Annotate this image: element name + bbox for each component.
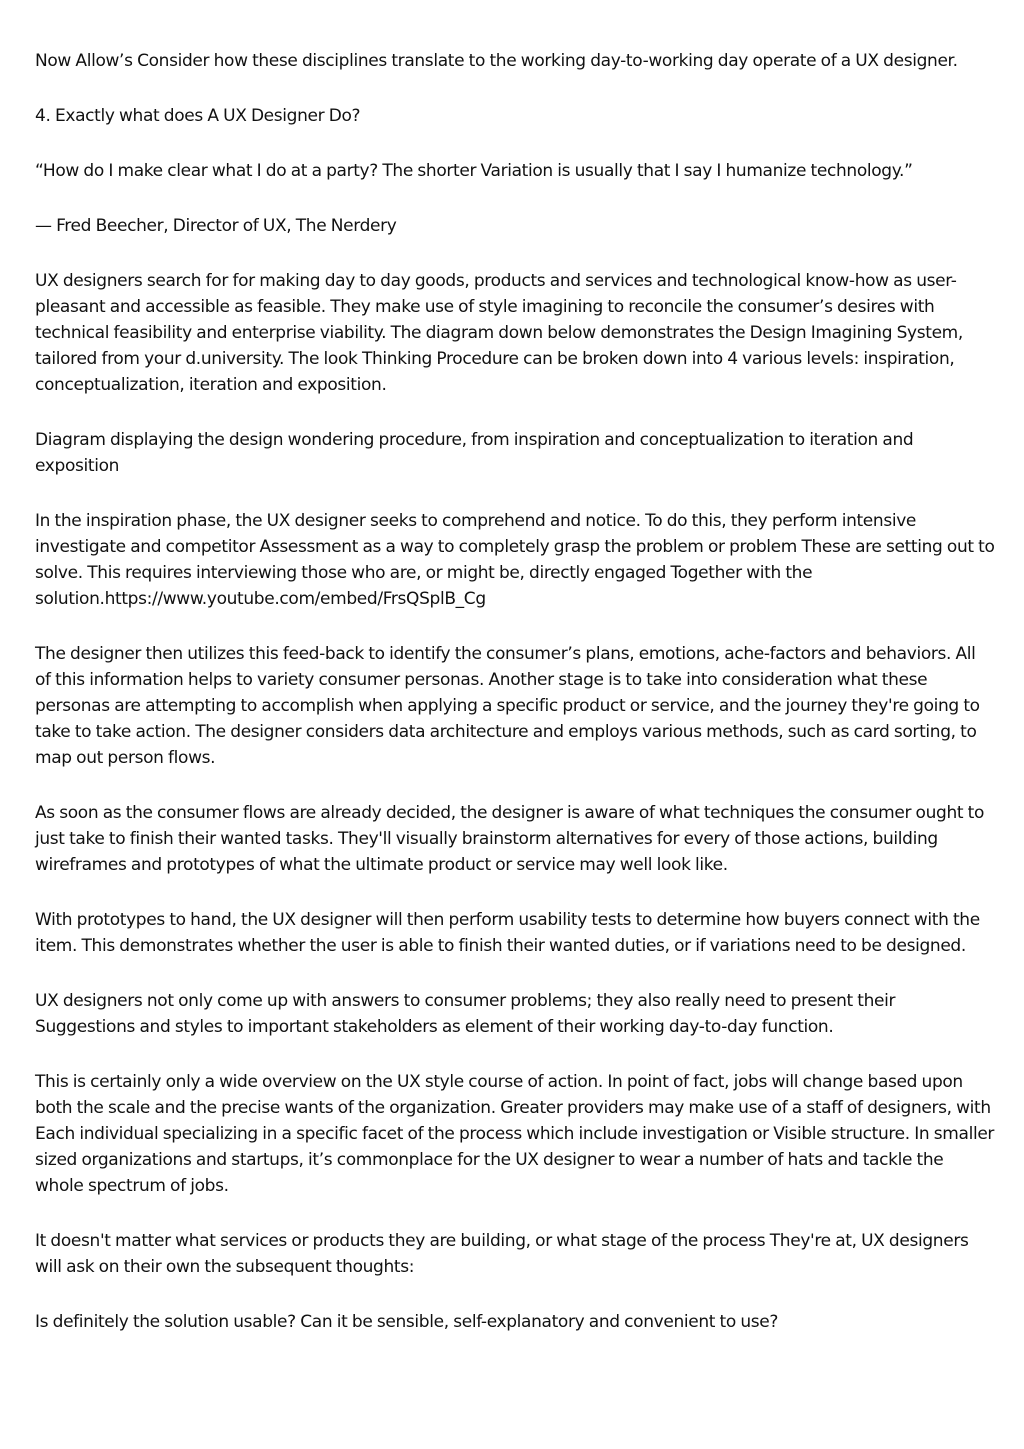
body-paragraph: The designer then utilizes this feed-back to identify the consumer’s plans, emotions, ache-factors and behaviors. All of this information helps to variety consumer personas. Another stage is to take into consideration what these personas are attempting to accomplish when applying a specific product or service, and the journey they're going to take to take action. The designer considers data architecture and employs various methods, such as card sorting, to map out person flows. (35, 644, 980, 768)
body-paragraph: This is certainly only a wide overview on the UX style course of action. In point of fact, jobs will change based upon both the scale and the precise wants of the organization. Greater providers may make use of a staff of designers, with Each individual specializing in a specific facet of the process which include investigation or Visible structure. In smaller sized organizations and startups, it’s commonplace for the UX designer to wear a number of hats and tackle the whole spectrum of jobs. (35, 1072, 995, 1196)
quote-paragraph: “How do I make clear what I do at a party? The shorter Variation is usually that I say I humanize technology.” (35, 161, 913, 181)
body-paragraph: It doesn't matter what services or products they are building, or what stage of the process They're at, UX designers will ask on their own the subsequent thoughts: (35, 1231, 969, 1277)
body-paragraph: As soon as the consumer flows are already decided, the designer is aware of what techniques the consumer ought to just take to finish their wanted tasks. They'll visually brainstorm alternatives for every of those actions, building wireframes and prototypes of what the ultimate product or service may well look like. (35, 803, 985, 875)
section-heading: 4. Exactly what does A UX Designer Do? (35, 106, 361, 126)
body-paragraph: UX designers search for for making day to day goods, products and services and technological know-how as user-pleasant and accessible as feasible. They make use of style imagining to reconcile the consumer’s desires with technical feasibility and enterprise viability. The diagram down below demonstrates the Design Imagining System, tailored from your d.university. The look Thinking Procedure can be broken down into 4 various levels: inspiration, conceptualization, iteration and exposition. (35, 271, 963, 395)
diagram-caption: Diagram displaying the design wondering procedure, from inspiration and conceptualization to iteration and exposition (35, 430, 914, 476)
body-paragraph: Is definitely the solution usable? Can it be sensible, self-explanatory and convenient to use? (35, 1312, 779, 1332)
body-paragraph: UX designers not only come up with answers to consumer problems; they also really need to present their Suggestions and styles to important stakeholders as element of their working day-to-day function. (35, 991, 896, 1037)
intro-paragraph: Now Allow’s Consider how these disciplines translate to the working day-to-working day operate of a UX designer. (35, 51, 958, 71)
body-paragraph: In the inspiration phase, the UX designer seeks to comprehend and notice. To do this, they perform intensive investigate and competitor Assessment as a way to completely grasp the problem or problem These are setting out to solve. This requires interviewing those who are, or might be, directly engaged Together with the solution.https://www.youtube.com/embed/FrsQSplB_Cg (35, 511, 995, 609)
body-paragraph: With prototypes to hand, the UX designer will then perform usability tests to determine how buyers connect with the item. This demonstrates whether the user is able to finish their wanted duties, or if variations need to be designed. (35, 910, 980, 956)
quote-attribution: — Fred Beecher, Director of UX, The Nerdery (35, 216, 397, 236)
document-body (35, 48, 995, 1364)
